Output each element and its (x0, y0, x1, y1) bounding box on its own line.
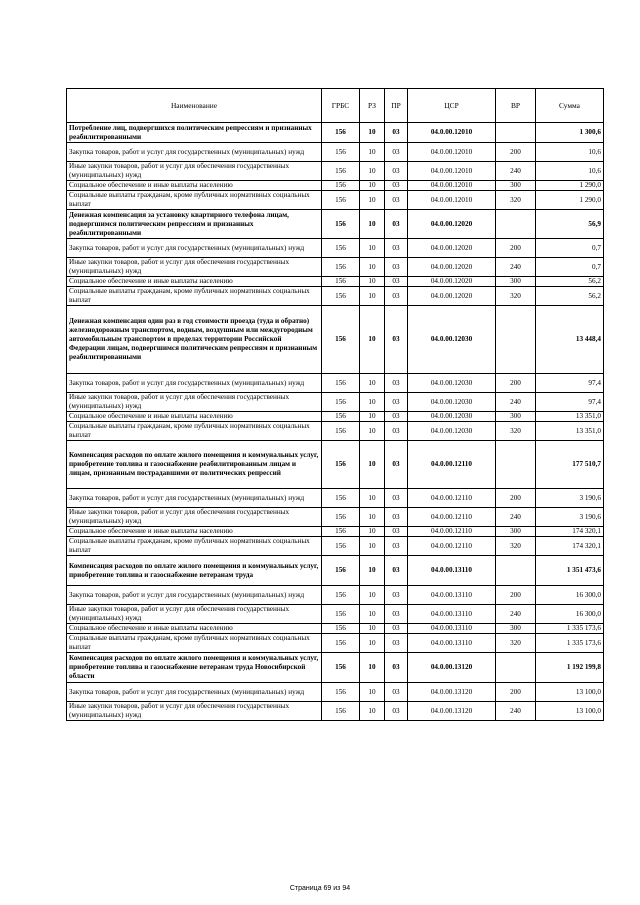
table-row (67, 605, 604, 624)
cell-rz: 10 (360, 489, 385, 508)
cell-vr: 320 (496, 422, 536, 441)
cell-csr: 04.0.00.12110 (408, 527, 496, 537)
cell-pr: 03 (385, 605, 408, 624)
table-section-row (67, 653, 604, 683)
cell-vr: 200 (496, 239, 536, 258)
cell-vr: 240 (496, 393, 536, 412)
cell-rz: 10 (360, 306, 385, 374)
cell-pr: 03 (385, 422, 408, 441)
page-number: Страница 69 из 94 (289, 885, 351, 892)
cell-csr: 04.0.00.12020 (408, 277, 496, 287)
cell-csr: 04.0.00.12030 (408, 412, 496, 422)
cell-grbs: 156 (322, 702, 360, 721)
table-row (67, 181, 604, 191)
cell-rz: 10 (360, 683, 385, 702)
table-section-row (67, 441, 604, 489)
cell-vr: 300 (496, 412, 536, 422)
cell-grbs: 156 (322, 258, 360, 277)
cell-name: Компенсация расходов по оплате жилого помещения и коммунальных услуг, приобретение топлива и газоснабжение реабилитированным лицам и лицам, признанным пострадавшими от политических репрессий (67, 441, 322, 489)
table-row (67, 634, 604, 653)
table-row (67, 624, 604, 634)
cell-grbs: 156 (322, 306, 360, 374)
cell-rz: 10 (360, 556, 385, 586)
cell-name: Социальное обеспечение и иные выплаты населению (67, 412, 322, 422)
cell-csr: 04.0.00.12010 (408, 181, 496, 191)
cell-csr: 04.0.00.13110 (408, 605, 496, 624)
cell-sum: 13 351,0 (536, 422, 604, 441)
cell-vr: 240 (496, 162, 536, 181)
cell-rz: 10 (360, 441, 385, 489)
cell-grbs: 156 (322, 374, 360, 393)
cell-sum: 13 351,0 (536, 412, 604, 422)
cell-rz: 10 (360, 123, 385, 143)
cell-rz: 10 (360, 412, 385, 422)
cell-csr: 04.0.00.13110 (408, 624, 496, 634)
cell-sum: 1 300,6 (536, 123, 604, 143)
cell-sum: 1 290,0 (536, 181, 604, 191)
cell-pr: 03 (385, 143, 408, 162)
cell-name: Социальное обеспечение и иные выплаты населению (67, 527, 322, 537)
cell-sum: 174 320,1 (536, 537, 604, 556)
cell-sum: 13 448,4 (536, 306, 604, 374)
cell-csr: 04.0.00.12030 (408, 393, 496, 412)
cell-csr: 04.0.00.12020 (408, 210, 496, 239)
header-sum: Сумма (536, 89, 604, 123)
cell-name: Закупка товаров, работ и услуг для государственных (муниципальных) нужд (67, 489, 322, 508)
cell-name: Денежная компенсация один раз в год стоимости проезда (туда и обратно) железнодорожным транспортом, водным, воздушным или междугородным автомобильным транспортом в пределах территории Российской Федерации лицам, подвергшимся политическим репрессиям и признанным реабилитированными (67, 306, 322, 374)
cell-grbs: 156 (322, 422, 360, 441)
cell-csr: 04.0.00.12110 (408, 508, 496, 527)
cell-vr (496, 556, 536, 586)
cell-grbs: 156 (322, 586, 360, 605)
cell-rz: 10 (360, 210, 385, 239)
table-row (67, 258, 604, 277)
cell-sum: 13 100,0 (536, 683, 604, 702)
cell-sum: 16 300,0 (536, 605, 604, 624)
cell-name: Закупка товаров, работ и услуг для государственных (муниципальных) нужд (67, 143, 322, 162)
cell-name: Социальные выплаты гражданам, кроме публичных нормативных социальных выплат (67, 537, 322, 556)
cell-pr: 03 (385, 287, 408, 306)
cell-sum: 97,4 (536, 374, 604, 393)
cell-grbs: 156 (322, 537, 360, 556)
cell-csr: 04.0.00.12110 (408, 537, 496, 556)
cell-pr: 03 (385, 277, 408, 287)
cell-pr: 03 (385, 527, 408, 537)
cell-grbs: 156 (322, 527, 360, 537)
cell-csr: 04.0.00.13110 (408, 556, 496, 586)
cell-csr: 04.0.00.12030 (408, 306, 496, 374)
cell-rz: 10 (360, 702, 385, 721)
cell-grbs: 156 (322, 605, 360, 624)
cell-name: Социальные выплаты гражданам, кроме публичных нормативных социальных выплат (67, 191, 322, 210)
cell-pr: 03 (385, 537, 408, 556)
cell-sum: 56,2 (536, 277, 604, 287)
cell-pr: 03 (385, 162, 408, 181)
cell-sum: 177 510,7 (536, 441, 604, 489)
cell-rz: 10 (360, 537, 385, 556)
cell-rz: 10 (360, 258, 385, 277)
cell-rz: 10 (360, 162, 385, 181)
cell-rz: 10 (360, 653, 385, 683)
cell-vr: 300 (496, 181, 536, 191)
table-section-row (67, 556, 604, 586)
table-row (67, 537, 604, 556)
cell-vr: 200 (496, 143, 536, 162)
cell-vr: 200 (496, 683, 536, 702)
cell-pr: 03 (385, 634, 408, 653)
cell-name: Иные закупки товаров, работ и услуг для обеспечения государственных (муниципальных) нужд (67, 258, 322, 277)
cell-pr: 03 (385, 210, 408, 239)
cell-grbs: 156 (322, 556, 360, 586)
header-csr: ЦСР (408, 89, 496, 123)
cell-sum: 10,6 (536, 143, 604, 162)
table-row (67, 586, 604, 605)
cell-name: Закупка товаров, работ и услуг для государственных (муниципальных) нужд (67, 586, 322, 605)
budget-table (66, 88, 604, 721)
cell-csr: 04.0.00.12020 (408, 287, 496, 306)
cell-grbs: 156 (322, 508, 360, 527)
cell-sum: 10,6 (536, 162, 604, 181)
cell-rz: 10 (360, 634, 385, 653)
cell-pr: 03 (385, 624, 408, 634)
table-row (67, 191, 604, 210)
table-row (67, 143, 604, 162)
cell-rz: 10 (360, 181, 385, 191)
table-row (67, 412, 604, 422)
cell-csr: 04.0.00.13120 (408, 653, 496, 683)
cell-grbs: 156 (322, 634, 360, 653)
cell-name: Денежная компенсация за установку квартирного телефона лицам, подвергшимся политическим репрессиям и признанных реабилитированными (67, 210, 322, 239)
cell-name: Иные закупки товаров, работ и услуг для обеспечения государственных (муниципальных) нужд (67, 162, 322, 181)
cell-vr: 200 (496, 586, 536, 605)
cell-grbs: 156 (322, 393, 360, 412)
cell-csr: 04.0.00.12010 (408, 123, 496, 143)
cell-pr: 03 (385, 306, 408, 374)
cell-vr: 200 (496, 489, 536, 508)
table-row (67, 508, 604, 527)
cell-sum: 1 290,0 (536, 191, 604, 210)
cell-rz: 10 (360, 527, 385, 537)
table-row (67, 162, 604, 181)
cell-pr: 03 (385, 393, 408, 412)
header-pr: ПР (385, 89, 408, 123)
cell-name: Иные закупки товаров, работ и услуг для обеспечения государственных (муниципальных) нужд (67, 702, 322, 721)
cell-pr: 03 (385, 683, 408, 702)
cell-name: Компенсация расходов по оплате жилого помещения и коммунальных услуг, приобретение топлива и газоснабжение ветеранам труда Новосибирской области (67, 653, 322, 683)
cell-grbs: 156 (322, 191, 360, 210)
cell-name: Иные закупки товаров, работ и услуг для обеспечения государственных (муниципальных) нужд (67, 393, 322, 412)
cell-name: Иные закупки товаров, работ и услуг для обеспечения государственных (муниципальных) нужд (67, 605, 322, 624)
cell-csr: 04.0.00.12010 (408, 191, 496, 210)
cell-grbs: 156 (322, 143, 360, 162)
cell-csr: 04.0.00.12010 (408, 162, 496, 181)
cell-vr: 300 (496, 277, 536, 287)
cell-name: Иные закупки товаров, работ и услуг для обеспечения государственных (муниципальных) нужд (67, 508, 322, 527)
cell-csr: 04.0.00.12010 (408, 143, 496, 162)
cell-pr: 03 (385, 191, 408, 210)
cell-pr: 03 (385, 258, 408, 277)
cell-csr: 04.0.00.12020 (408, 258, 496, 277)
cell-sum: 3 190,6 (536, 489, 604, 508)
cell-pr: 03 (385, 441, 408, 489)
cell-rz: 10 (360, 287, 385, 306)
table-row (67, 683, 604, 702)
cell-rz: 10 (360, 586, 385, 605)
header-name: Наименование (67, 89, 322, 123)
cell-pr: 03 (385, 702, 408, 721)
header-vr: ВР (496, 89, 536, 123)
cell-sum: 56,2 (536, 287, 604, 306)
cell-vr: 300 (496, 624, 536, 634)
cell-name: Закупка товаров, работ и услуг для государственных (муниципальных) нужд (67, 239, 322, 258)
cell-sum: 0,7 (536, 239, 604, 258)
header-rz: РЗ (360, 89, 385, 123)
cell-csr: 04.0.00.13110 (408, 586, 496, 605)
cell-rz: 10 (360, 239, 385, 258)
table-section-row (67, 123, 604, 143)
cell-vr: 240 (496, 702, 536, 721)
table-row (67, 287, 604, 306)
cell-rz: 10 (360, 143, 385, 162)
cell-vr: 240 (496, 605, 536, 624)
cell-csr: 04.0.00.12030 (408, 374, 496, 393)
cell-rz: 10 (360, 374, 385, 393)
cell-grbs: 156 (322, 181, 360, 191)
cell-pr: 03 (385, 556, 408, 586)
table-row (67, 393, 604, 412)
cell-vr: 240 (496, 258, 536, 277)
cell-sum: 56,9 (536, 210, 604, 239)
cell-sum: 0,7 (536, 258, 604, 277)
cell-grbs: 156 (322, 683, 360, 702)
cell-sum: 1 335 173,6 (536, 624, 604, 634)
cell-csr: 04.0.00.12110 (408, 441, 496, 489)
table-row (67, 527, 604, 537)
cell-vr: 200 (496, 374, 536, 393)
cell-name: Социальное обеспечение и иные выплаты населению (67, 277, 322, 287)
cell-grbs: 156 (322, 412, 360, 422)
cell-pr: 03 (385, 123, 408, 143)
cell-rz: 10 (360, 277, 385, 287)
table-row (67, 422, 604, 441)
cell-pr: 03 (385, 181, 408, 191)
cell-name: Закупка товаров, работ и услуг для государственных (муниципальных) нужд (67, 683, 322, 702)
cell-csr: 04.0.00.12030 (408, 422, 496, 441)
cell-sum: 1 192 199,8 (536, 653, 604, 683)
cell-name: Социальные выплаты гражданам, кроме публичных нормативных социальных выплат (67, 422, 322, 441)
cell-vr: 320 (496, 537, 536, 556)
cell-csr: 04.0.00.13120 (408, 683, 496, 702)
cell-sum: 174 320,1 (536, 527, 604, 537)
cell-name: Потребление лиц, подвергшихся политическим репрессиям и признанных реабилитированными (67, 123, 322, 143)
cell-name: Социальное обеспечение и иные выплаты населению (67, 624, 322, 634)
cell-vr (496, 123, 536, 143)
cell-pr: 03 (385, 412, 408, 422)
cell-name: Социальное обеспечение и иные выплаты населению (67, 181, 322, 191)
cell-sum: 3 190,6 (536, 508, 604, 527)
cell-csr: 04.0.00.13120 (408, 702, 496, 721)
cell-rz: 10 (360, 191, 385, 210)
cell-sum: 1 335 173,6 (536, 634, 604, 653)
cell-pr: 03 (385, 239, 408, 258)
cell-vr: 320 (496, 634, 536, 653)
table-body (67, 123, 604, 721)
table-row (67, 489, 604, 508)
table-row (67, 239, 604, 258)
cell-pr: 03 (385, 374, 408, 393)
cell-rz: 10 (360, 393, 385, 412)
cell-vr: 300 (496, 527, 536, 537)
cell-csr: 04.0.00.12110 (408, 489, 496, 508)
cell-sum: 1 351 473,6 (536, 556, 604, 586)
table-section-row (67, 210, 604, 239)
cell-name: Социальные выплаты гражданам, кроме публичных нормативных социальных выплат (67, 634, 322, 653)
cell-vr: 320 (496, 191, 536, 210)
cell-grbs: 156 (322, 239, 360, 258)
cell-vr: 320 (496, 287, 536, 306)
cell-rz: 10 (360, 605, 385, 624)
cell-vr (496, 210, 536, 239)
cell-grbs: 156 (322, 441, 360, 489)
cell-grbs: 156 (322, 653, 360, 683)
budget-table-container (66, 88, 603, 721)
cell-grbs: 156 (322, 162, 360, 181)
cell-vr (496, 441, 536, 489)
cell-rz: 10 (360, 422, 385, 441)
cell-rz: 10 (360, 624, 385, 634)
cell-name: Закупка товаров, работ и услуг для государственных (муниципальных) нужд (67, 374, 322, 393)
cell-sum: 16 300,0 (536, 586, 604, 605)
table-row (67, 277, 604, 287)
cell-csr: 04.0.00.13110 (408, 634, 496, 653)
table-row (67, 702, 604, 721)
table-row (67, 374, 604, 393)
table-section-row (67, 306, 604, 374)
cell-grbs: 156 (322, 489, 360, 508)
cell-name: Социальные выплаты гражданам, кроме публичных нормативных социальных выплат (67, 287, 322, 306)
cell-name: Компенсация расходов по оплате жилого помещения и коммунальных услуг, приобретение топлива и газоснабжение ветеранам труда (67, 556, 322, 586)
cell-sum: 13 100,0 (536, 702, 604, 721)
cell-csr: 04.0.00.12020 (408, 239, 496, 258)
cell-grbs: 156 (322, 210, 360, 239)
cell-vr (496, 653, 536, 683)
cell-pr: 03 (385, 586, 408, 605)
table-header-row (67, 89, 604, 123)
cell-grbs: 156 (322, 624, 360, 634)
cell-rz: 10 (360, 508, 385, 527)
cell-pr: 03 (385, 508, 408, 527)
cell-vr: 240 (496, 508, 536, 527)
header-grbs: ГРБС (322, 89, 360, 123)
cell-grbs: 156 (322, 123, 360, 143)
cell-pr: 03 (385, 653, 408, 683)
cell-pr: 03 (385, 489, 408, 508)
cell-grbs: 156 (322, 287, 360, 306)
cell-vr (496, 306, 536, 374)
cell-sum: 97,4 (536, 393, 604, 412)
cell-grbs: 156 (322, 277, 360, 287)
